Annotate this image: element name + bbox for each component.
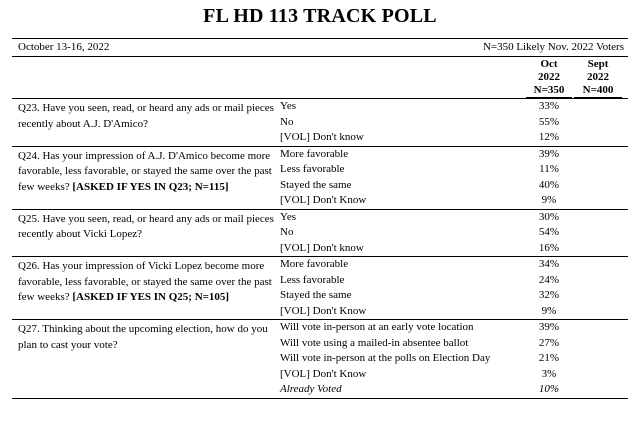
- response-label: Less favorable: [280, 163, 345, 175]
- subheader-bar: [12, 38, 628, 57]
- poll-table: [12, 98, 628, 399]
- response-value-oct: 55%: [538, 115, 560, 128]
- column-header-line: 2022: [538, 71, 560, 83]
- response-label: [VOL] Don't Know: [280, 194, 367, 206]
- response-value-oct: 30%: [538, 210, 560, 223]
- response-row: [12, 99, 628, 115]
- response-value-oct: 33%: [538, 100, 560, 112]
- question-block: [12, 257, 628, 320]
- response-row: [12, 147, 628, 163]
- response-row: [12, 225, 628, 241]
- question-note: [ASKED IF YES IN Q23; N=115]: [72, 180, 229, 193]
- sample-description: N=350 Likely Nov. 2022 Voters: [482, 41, 624, 53]
- response-label: Stayed the same: [280, 178, 352, 191]
- response-value-oct: 21%: [538, 352, 560, 364]
- response-value-oct: 40%: [538, 178, 560, 191]
- response-value-oct: 12%: [538, 131, 560, 143]
- response-row: [12, 382, 628, 398]
- response-label: Will vote in-person at the polls on Election Day: [280, 352, 491, 364]
- column-header-sample: N=400: [574, 84, 622, 98]
- response-value-oct: 11%: [539, 163, 559, 175]
- response-row: [12, 304, 628, 320]
- response-label: Already Voted: [280, 383, 342, 395]
- response-row: [12, 351, 628, 367]
- response-row: [12, 193, 628, 209]
- response-label: More favorable: [280, 258, 349, 270]
- response-row: [12, 273, 628, 289]
- response-row: [12, 288, 628, 304]
- response-row: [12, 130, 628, 146]
- response-row: [12, 210, 628, 226]
- poll-date: October 13-16, 2022: [18, 41, 110, 53]
- column-header-sept: [574, 58, 622, 98]
- question-block: [12, 320, 628, 399]
- response-label: [VOL] Don't know: [280, 131, 364, 143]
- response-value-oct: 54%: [538, 226, 560, 238]
- response-row: [12, 178, 628, 194]
- response-label: Yes: [280, 100, 297, 112]
- response-label: Yes: [280, 210, 297, 223]
- column-header-oct: [526, 58, 572, 98]
- response-value-oct: 16%: [538, 241, 560, 254]
- response-value-oct: 10%: [538, 383, 560, 395]
- response-row: [12, 241, 628, 257]
- response-row: [12, 162, 628, 178]
- response-label: [VOL] Don't Know: [280, 304, 367, 317]
- column-header-line: Oct: [540, 58, 558, 70]
- response-label: Less favorable: [280, 273, 345, 286]
- response-row: [12, 336, 628, 352]
- response-value-oct: 39%: [538, 321, 560, 333]
- question-block: [12, 147, 628, 210]
- response-row: [12, 320, 628, 336]
- response-value-oct: 32%: [538, 289, 560, 301]
- response-value-oct: 39%: [538, 147, 560, 160]
- response-label: No: [280, 226, 294, 238]
- response-label: [VOL] Don't know: [280, 241, 364, 254]
- response-label: Stayed the same: [280, 289, 352, 301]
- response-label: Will vote in-person at an early vote location: [280, 321, 474, 333]
- question-wording: Q27. Thinking about the upcoming election, how do you plan to cast your vote?: [18, 323, 268, 351]
- response-row: [12, 257, 628, 273]
- response-value-oct: 24%: [538, 273, 560, 286]
- response-row: [12, 367, 628, 383]
- response-value-oct: 3%: [541, 367, 557, 380]
- question-note: [ASKED IF YES IN Q25; N=105]: [72, 291, 230, 303]
- column-header-line: Sept: [587, 58, 609, 70]
- question-wording: Q23. Have you seen, read, or heard any ads or mail pieces recently about A.J. D'Amico?: [18, 102, 274, 130]
- response-row: [12, 115, 628, 131]
- response-value-oct: 9%: [541, 304, 557, 317]
- poll-title: FL HD 113 TRACK POLL: [203, 5, 437, 27]
- question-wording: Q25. Have you seen, read, or heard any ads or mail pieces recently about Vicki Lopez?: [18, 212, 274, 240]
- question-wording: Q26. Has your impression of Vicki Lopez become more favorable, less favorable, or stayed the same over the past few weeks?: [18, 260, 272, 303]
- question-wording: Q24. Has your impression of A.J. D'Amico become more favorable, less favorable, or stayed the same over the past few weeks?: [18, 149, 272, 193]
- response-label: Will vote using a mailed-in absentee ballot: [280, 336, 469, 349]
- question-block: [12, 99, 628, 147]
- response-value-oct: 27%: [538, 336, 560, 349]
- column-header-sample: N=350: [526, 84, 572, 98]
- response-label: No: [280, 115, 294, 128]
- response-value-oct: 34%: [538, 258, 560, 270]
- response-label: [VOL] Don't Know: [280, 367, 367, 380]
- response-value-oct: 9%: [541, 194, 557, 206]
- column-header-line: 2022: [587, 71, 609, 83]
- response-label: More favorable: [280, 147, 349, 160]
- question-block: [12, 210, 628, 258]
